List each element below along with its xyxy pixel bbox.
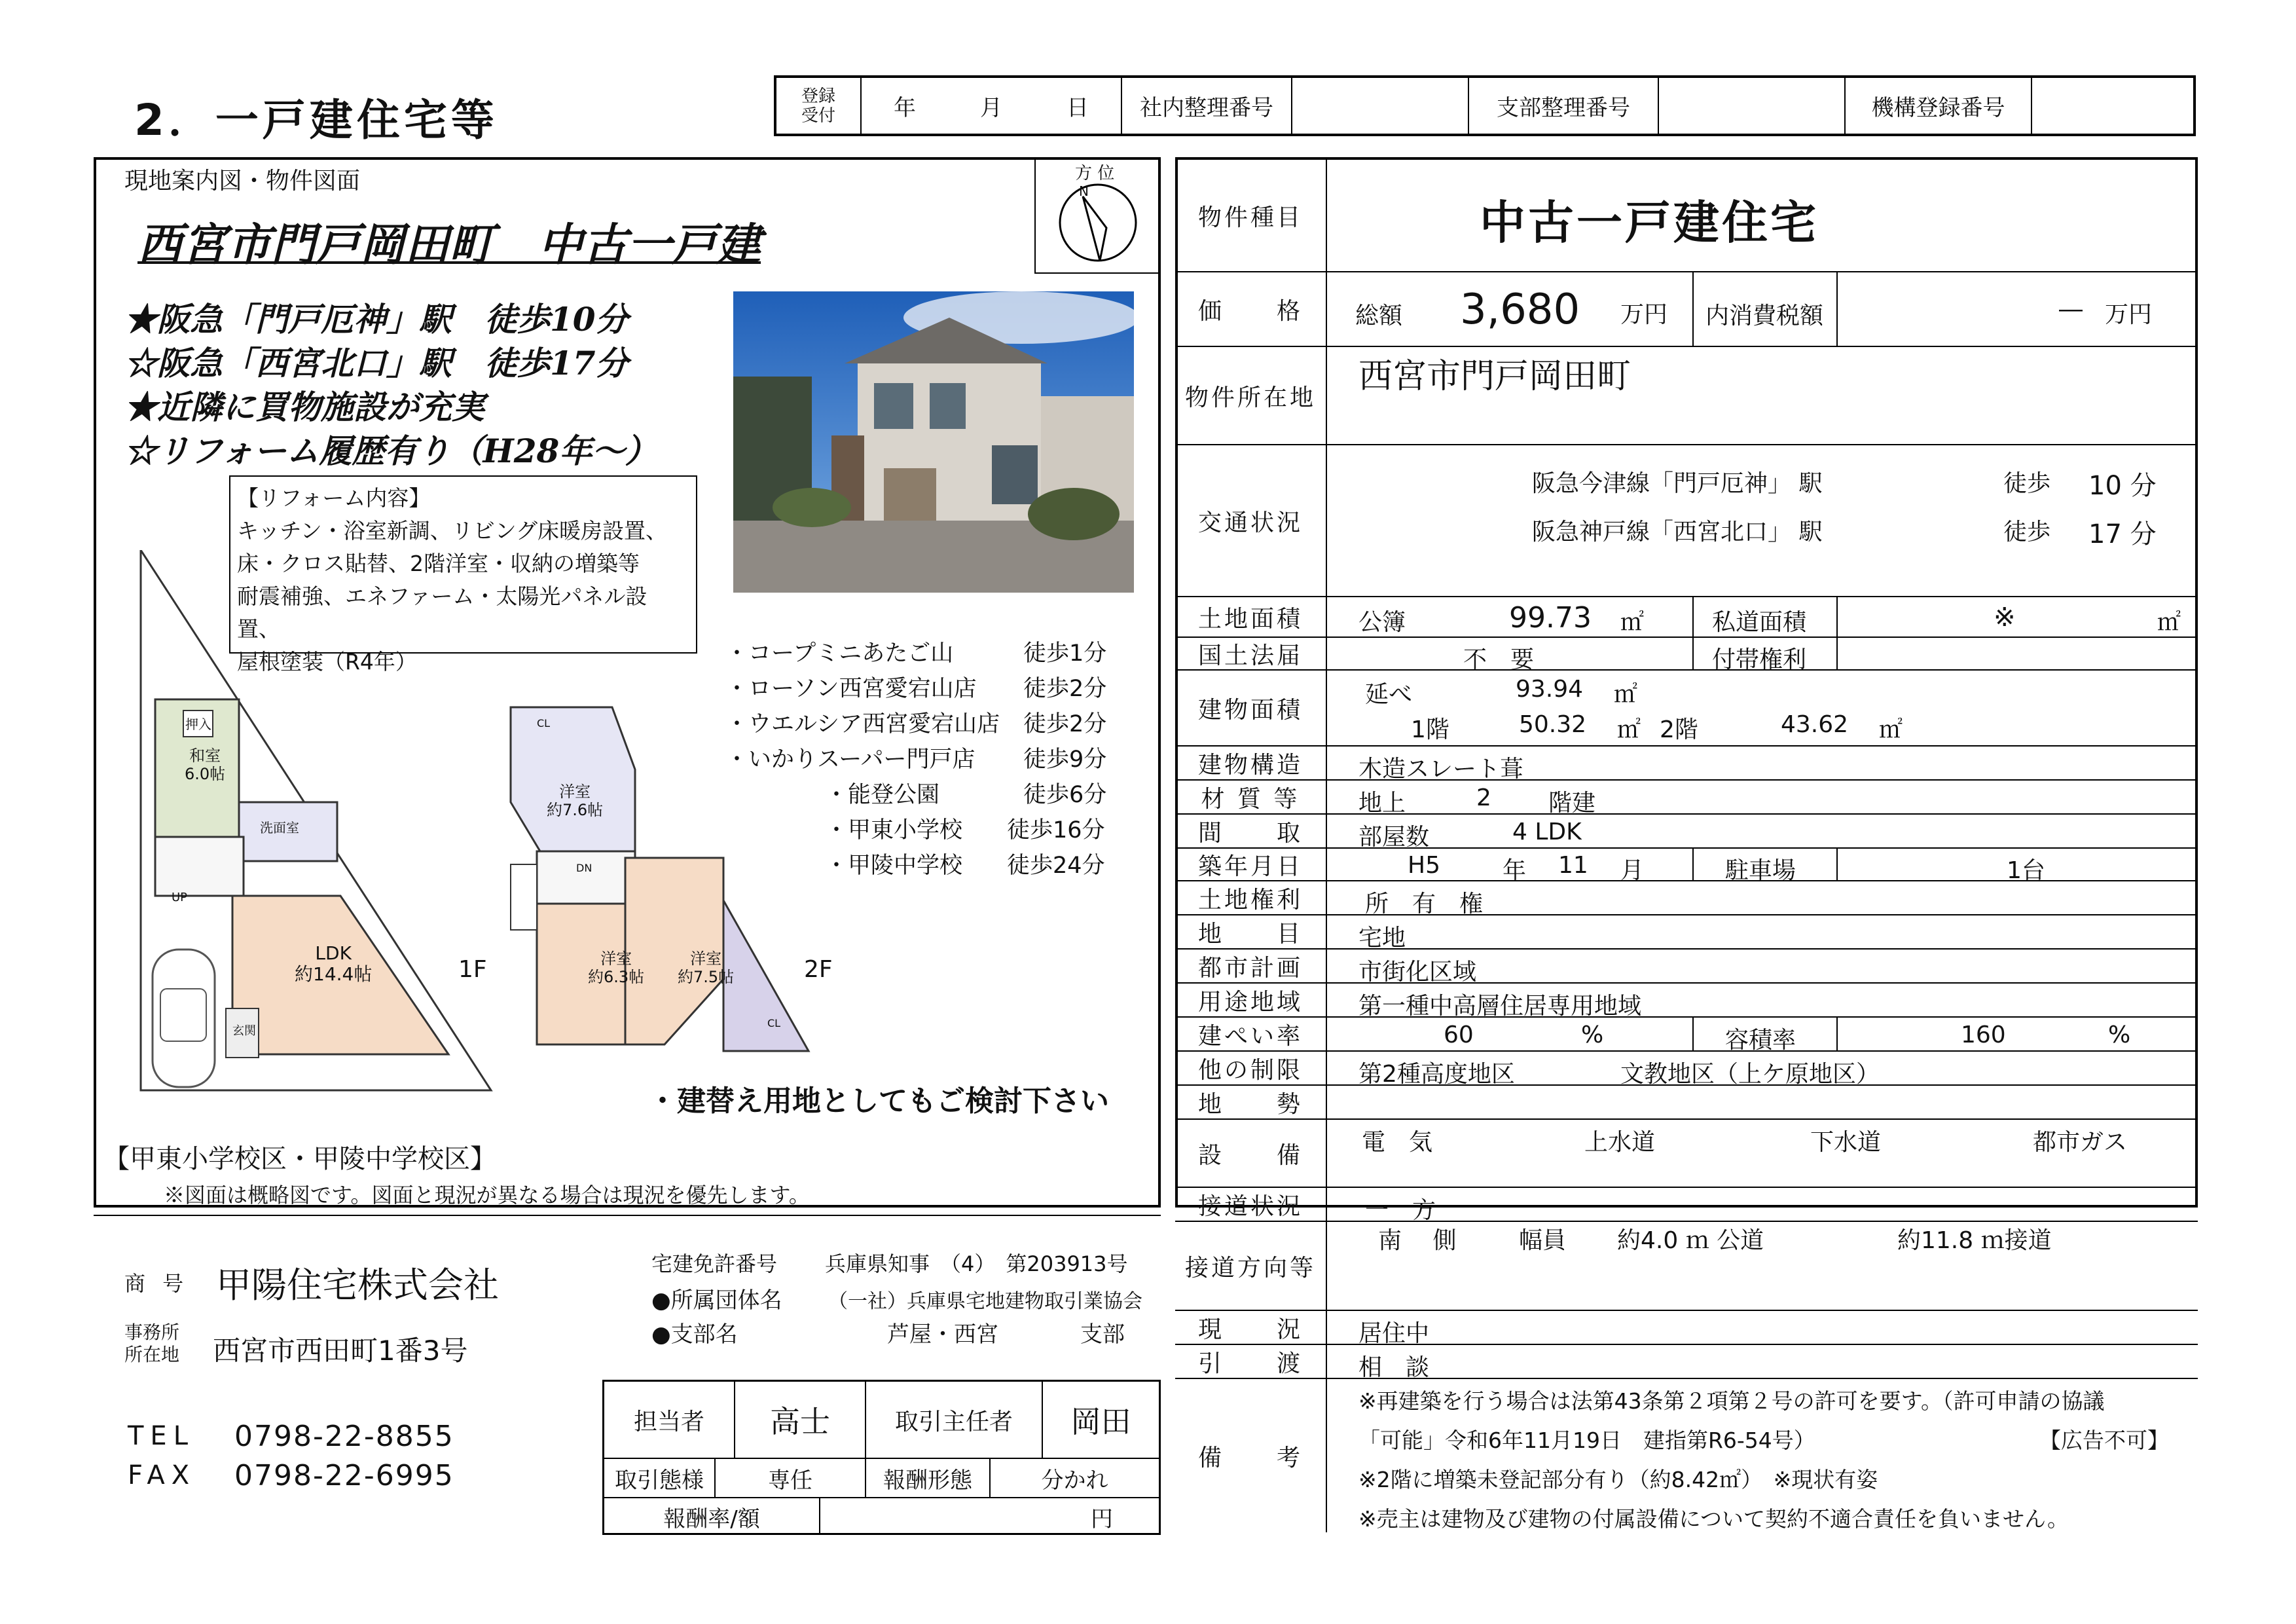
room-cl-1: CL: [537, 717, 551, 729]
nearby-dist: 徒歩2分: [1023, 676, 1107, 702]
kokudo-label: 国土法届: [1175, 638, 1327, 669]
fee-type-label: 報酬形態: [866, 1459, 991, 1497]
transit-walk-1: 徒歩: [2003, 470, 2051, 497]
transit-line-2: 阪急神戸線「西宮北口」 駅: [1532, 519, 1823, 545]
nearby-name: ・ローソン西宮愛宕山店: [725, 676, 977, 702]
room-dn: DN: [576, 862, 592, 874]
remark-line-1: ※再建築を行う場合は法第43条第２項第２号の許可を要す。（許可申請の協議: [1358, 1388, 2105, 1414]
remark-line-3: ※2階に増築未登記部分有り（約8.42㎡） ※現状有姿: [1358, 1467, 1878, 1492]
person-value: 高士: [735, 1382, 866, 1458]
office-label: 事務所 所在地: [124, 1321, 180, 1365]
other-limits-label: 他の制限: [1175, 1052, 1327, 1084]
transit-label: 交通状況: [1175, 445, 1327, 596]
terrain-label: 地 勢: [1175, 1086, 1327, 1118]
license-label: 宅建免許番号: [651, 1251, 778, 1276]
transit-line-1: 阪急今津線「門戸厄神」 駅: [1532, 470, 1823, 497]
reform-line: キッチン・浴室新調、リビング床暖房設置、: [237, 518, 668, 544]
remark-line-4: ※売主は建物及び建物の付属設備について契約不適合責任を負いません。: [1358, 1506, 2069, 1532]
land-area-kind: 公簿: [1358, 609, 1406, 636]
room-entrance: 玄関: [232, 1024, 256, 1038]
coverage-percent: %: [1581, 1022, 1604, 1048]
nearby-name: ・ウエルシア西宮愛宕山店: [725, 711, 1000, 737]
built-year-suffix: 年: [1503, 857, 1527, 884]
no-ad-badge: 【広告不可】: [2039, 1428, 2169, 1453]
land-category-label: 地 目: [1175, 915, 1327, 948]
total-price: 3,680: [1460, 286, 1580, 334]
road-value: 一 方: [1365, 1197, 1436, 1224]
utility-sewer: 下水道: [1810, 1129, 1882, 1156]
section-label: 現地案内図・物件図面: [124, 168, 361, 194]
fax-number: 0798-22-6995: [234, 1459, 454, 1492]
compass-label: 方 位: [1075, 164, 1115, 183]
company-divider: [94, 1215, 1161, 1216]
layout-value: 4 LDK: [1512, 819, 1582, 845]
tax-label: 内消費税額: [1705, 303, 1824, 329]
tel-number: 0798-22-8855: [234, 1420, 454, 1453]
coverage-value: 60: [1444, 1022, 1474, 1048]
utility-gas: 都市ガス: [2033, 1129, 2128, 1156]
office-address: 西宮市西田町1番3号: [213, 1335, 468, 1367]
total-floor-value: 93.94: [1516, 676, 1584, 703]
school-district: 【甲東小学校区・甲陵中学校区】: [103, 1144, 496, 1174]
internal-no-value: [1292, 78, 1469, 134]
nearby-dist: 徒歩1分: [1023, 640, 1107, 667]
fee-rate-label: 報酬率/額: [604, 1498, 820, 1535]
attached-rights-label: 付帯権利: [1712, 646, 1807, 673]
feature-4: ☆リフォーム履歴有り（H28年～）: [124, 432, 658, 470]
manager-value: 岡田: [1070, 1404, 1131, 1439]
land-rights-label: 土地権利: [1175, 881, 1327, 914]
stories-prefix: 地上: [1358, 790, 1406, 817]
built-month-suffix: 月: [1620, 857, 1645, 884]
road-width-label: 幅員: [1519, 1227, 1567, 1254]
land-area-label: 土地面積: [1175, 597, 1327, 637]
built-date-label: 築年月日: [1175, 849, 1327, 880]
property-type: 中古一戸建住宅: [1480, 196, 1819, 249]
road-width: 約4.0 ｍ 公道: [1617, 1227, 1764, 1254]
manager-label: 取引主任者: [866, 1382, 1043, 1458]
far-value: 160: [1961, 1022, 2006, 1048]
location-label: 物件所在地: [1175, 347, 1327, 444]
license-value: 兵庫県知事 （4） 第203913号: [825, 1251, 1128, 1276]
layout-label: 間 取: [1175, 815, 1327, 847]
structure-label: 建物構造: [1175, 747, 1327, 779]
price-unit: 万円: [1620, 301, 1668, 328]
floor2-label: 2F: [804, 956, 833, 983]
floor-plan-1f: [134, 550, 501, 1100]
utility-water: 上水道: [1584, 1129, 1656, 1156]
built-month: 11: [1558, 852, 1588, 879]
location-value: 西宮市門戸岡田町: [1358, 357, 1631, 396]
remark-line-2: 「可能」令和6年11月19日 建指第R6-54号）: [1358, 1428, 1815, 1453]
rooms-label: 部屋数: [1358, 824, 1430, 851]
floor2-area-value: 43.62: [1781, 711, 1849, 738]
day-label: 日: [1066, 95, 1089, 121]
floor1-area-unit: ㎡: [1617, 716, 1641, 743]
nearby-name: ・コープミニあたご山: [725, 640, 954, 667]
association-label: ●所属団体名: [651, 1287, 782, 1314]
feature-3: ★近隣に買物施設が充実: [124, 388, 484, 426]
zoning-label: 用途地域: [1175, 984, 1327, 1016]
transit-walk-2: 徒歩: [2003, 519, 2051, 545]
compass-icon: [1036, 157, 1162, 274]
reform-line: 屋根塗装（R4年）: [237, 649, 417, 674]
staff-table: [602, 1380, 1161, 1535]
total-label: 総額: [1355, 303, 1403, 329]
city-plan-value: 市街化区域: [1358, 959, 1477, 986]
deal-type-label: 取引態様: [604, 1459, 716, 1497]
nearby-dist: 徒歩6分: [1023, 782, 1107, 808]
person-label: 担当者: [604, 1382, 735, 1458]
disclaimer: ※図面は概略図です。図面と現況が異なる場合は現況を優先します。: [164, 1183, 810, 1208]
feature-1: ★阪急「門戸厄神」駅 徒歩10分: [124, 300, 629, 339]
price-label: 価 格: [1175, 272, 1327, 346]
kokudo-value: 不 要: [1463, 646, 1535, 673]
road-label: 接道状況: [1175, 1188, 1327, 1221]
far-percent: %: [2108, 1022, 2131, 1048]
nearby-name: ・甲陵中学校: [825, 853, 963, 879]
nearby-name: ・いかりスーパー門戸店: [725, 747, 975, 773]
fax-label: FAX: [128, 1460, 196, 1490]
other-limits-2: 文教地区（上ケ原地区）: [1620, 1061, 1880, 1088]
tel-label: TEL: [128, 1421, 194, 1451]
nearby-dist: 徒歩16分: [1007, 817, 1105, 843]
fee-unit: 円: [1091, 1505, 1113, 1532]
room-cl-2: CL: [767, 1017, 781, 1029]
room-oshiire: 押入: [185, 716, 211, 732]
branch-suffix: 支部: [1080, 1321, 1125, 1348]
association-value: （一社）兵庫県宅地建物取引業協会: [828, 1290, 1142, 1313]
other-limits-1: 第2種高度地区: [1358, 1061, 1515, 1088]
reception-label: 登録 受付: [776, 78, 862, 134]
deal-type-value: 専任: [716, 1459, 866, 1497]
compass-n: N: [1079, 183, 1089, 199]
land-area-unit: ㎡: [1620, 609, 1645, 636]
road-side: 南 側: [1378, 1227, 1457, 1254]
reform-line: 耐震補強、エネファーム・太陽光パネル設置、: [237, 583, 647, 642]
floor1-label: 1F: [458, 956, 487, 983]
registration-header: [774, 75, 2196, 136]
room-up: UP: [172, 891, 188, 904]
reception-date: [862, 78, 1122, 134]
tax-unit: 万円: [2105, 301, 2153, 328]
org-reg-no-value: [2032, 78, 2193, 134]
room-washitsu: 和室 6.0帖: [185, 747, 226, 783]
type-label: 物件種目: [1175, 160, 1327, 271]
floor2-area-label: 2階: [1660, 716, 1698, 743]
nearby-dist: 徒歩2分: [1023, 711, 1107, 737]
handover-label: 引 渡: [1175, 1345, 1327, 1378]
branch-label: ●支部名: [651, 1321, 738, 1348]
floor1-area-value: 50.32: [1519, 711, 1587, 738]
total-floor-label: 延べ: [1365, 681, 1413, 708]
org-reg-no-label: 機構登録番号: [1846, 78, 2032, 134]
month-label: 月: [980, 95, 1002, 121]
room-western-3: 洋室 約7.5帖: [678, 950, 735, 986]
reform-title: 【リフォーム内容】: [237, 485, 431, 511]
handover-value: 相 談: [1358, 1354, 1430, 1381]
road-direction-label: 接道方向等: [1175, 1222, 1327, 1310]
nearby-name: ・甲東小学校: [825, 817, 963, 843]
floor-plan-2f: [507, 704, 822, 1071]
building-area-label: 建物面積: [1175, 671, 1327, 745]
stories-suffix: 階建: [1548, 790, 1596, 817]
trade-name: 甲陽住宅株式会社: [216, 1264, 499, 1306]
room-western-1: 洋室 約7.6帖: [547, 783, 604, 819]
page-title: 2．一戸建住宅等: [134, 95, 498, 145]
trade-name-label: 商 号: [124, 1271, 189, 1296]
land-rights-value: 所 有 権: [1365, 891, 1484, 917]
private-road-label: 私道面積: [1712, 609, 1807, 636]
room-ldk: LDK 約14.4帖: [295, 942, 373, 985]
feature-2: ☆阪急「西宮北口」駅 徒歩17分: [124, 344, 629, 382]
room-washroom: 洗面室: [260, 820, 299, 836]
floor1-area-label: 1階: [1411, 716, 1449, 743]
transit-min-1: 10 分: [2088, 471, 2157, 501]
material-label: 材 質 等: [1175, 781, 1327, 813]
stories-value: 2: [1476, 784, 1491, 811]
transit-min-2: 17 分: [2088, 519, 2157, 549]
road-frontage: 約11.8 ｍ接道: [1897, 1227, 2052, 1254]
property-headline: 西宮市門戸岡田町 中古一戸建: [137, 219, 761, 271]
rebuild-note: ・建替え用地としてもご検討下さい: [648, 1084, 1109, 1118]
total-floor-unit: ㎡: [1614, 681, 1638, 708]
fee-type-value: 分かれ: [1041, 1467, 1108, 1494]
utility-electric: 電 気: [1362, 1129, 1433, 1156]
nearby-name: ・能登公園: [825, 782, 940, 808]
zoning-value: 第一種中高層住居専用地域: [1358, 993, 1642, 1020]
branch-no-label: 支部整理番号: [1469, 78, 1659, 134]
remarks-label: 備 考: [1175, 1379, 1327, 1532]
city-plan-label: 都市計画: [1175, 950, 1327, 982]
parking-value: 1台: [2007, 857, 2045, 884]
branch-no-value: [1659, 78, 1846, 134]
far-label: 容積率: [1725, 1027, 1796, 1054]
year-label: 年: [894, 95, 916, 121]
status-label: 現 況: [1175, 1311, 1327, 1344]
branch-value: 芦屋・西宮: [887, 1321, 998, 1348]
reform-line: 床・クロス貼替、2階洋室・収納の増築等: [237, 551, 640, 576]
utilities-label: 設 備: [1175, 1120, 1327, 1187]
built-era: H5: [1408, 852, 1440, 879]
land-area-value: 99.73: [1509, 601, 1592, 635]
nearby-dist: 徒歩24分: [1007, 853, 1105, 879]
private-road-unit: ㎡: [2157, 609, 2181, 636]
parking-label: 駐車場: [1725, 857, 1796, 884]
house-photo: [733, 291, 1134, 593]
tax-value: ―: [2059, 296, 2083, 323]
coverage-label: 建ぺい率: [1175, 1018, 1327, 1050]
status-value: 居住中: [1358, 1320, 1430, 1347]
land-category-value: 宅地: [1358, 925, 1406, 951]
structure-value: 木造スレート葺: [1358, 756, 1524, 783]
private-road-value: ※: [1994, 602, 2016, 633]
room-western-2: 洋室 約6.3帖: [588, 950, 645, 986]
floor2-area-unit: ㎡: [1879, 716, 1903, 743]
internal-no-label: 社内整理番号: [1122, 78, 1292, 134]
nearby-dist: 徒歩9分: [1023, 747, 1107, 773]
compass-box: [1034, 157, 1161, 274]
